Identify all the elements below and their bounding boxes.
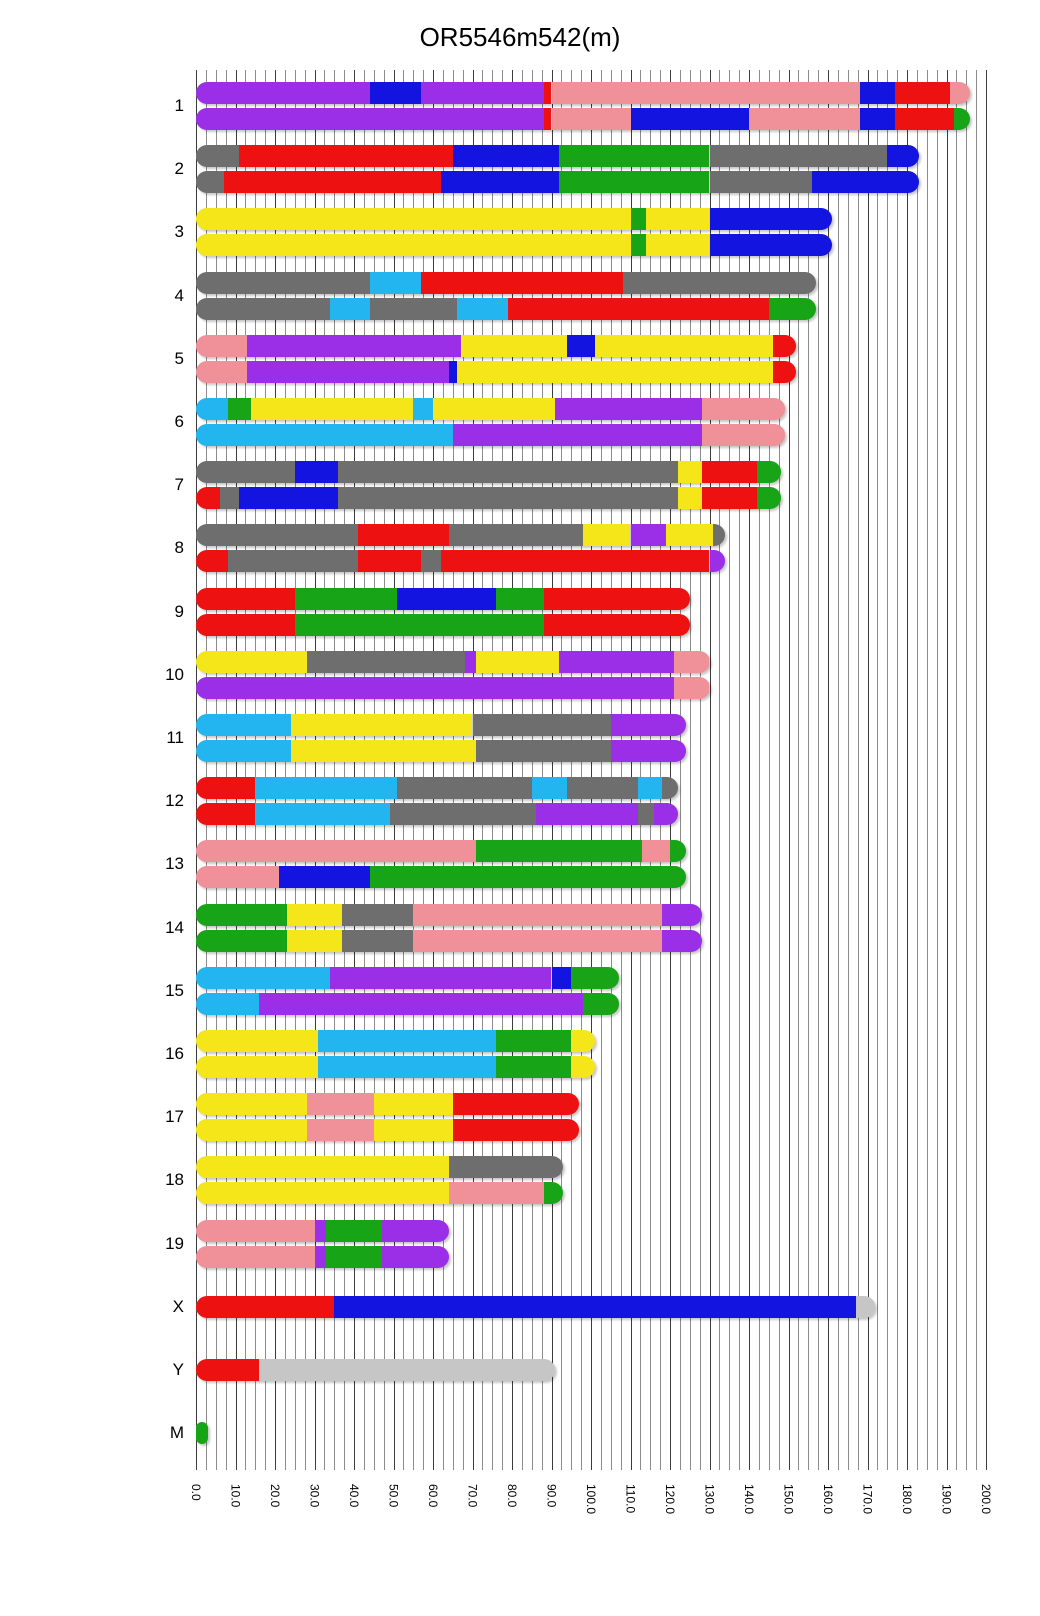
haplotype-segment xyxy=(453,145,560,167)
chromosome-label: 10 xyxy=(165,664,184,684)
haplotype-segment xyxy=(196,487,220,509)
axis-tick-label: 10.0 xyxy=(228,1484,243,1508)
chromosome-bar xyxy=(196,1119,579,1141)
chromosome-bar xyxy=(196,677,710,699)
haplotype-segment xyxy=(559,651,674,673)
haplotype-segment xyxy=(453,1093,579,1115)
axis-tick-label: 90.0 xyxy=(544,1484,559,1508)
haplotype-segment xyxy=(228,398,252,420)
haplotype-segment xyxy=(773,361,797,383)
haplotype-segment xyxy=(196,1422,208,1444)
haplotype-segment xyxy=(646,208,709,230)
haplotype-segment xyxy=(196,803,255,825)
axis-tick-label: 80.0 xyxy=(505,1484,519,1508)
haplotype-segment xyxy=(860,108,896,130)
chromosome-bar xyxy=(196,840,686,862)
haplotype-segment xyxy=(247,361,448,383)
haplotype-segment xyxy=(453,1119,579,1141)
chromosome-row xyxy=(196,524,986,587)
chromosome-row xyxy=(196,1346,986,1409)
haplotype-segment xyxy=(457,361,773,383)
haplotype-segment xyxy=(196,1030,318,1052)
haplotype-segment xyxy=(702,461,757,483)
chromosome-row xyxy=(196,335,986,398)
chromosome-row xyxy=(196,398,986,461)
haplotype-segment xyxy=(224,171,441,193)
haplotype-segment xyxy=(370,272,421,294)
haplotype-segment xyxy=(583,524,630,546)
haplotype-segment xyxy=(702,424,785,446)
haplotype-segment xyxy=(465,651,477,673)
chromosome-row xyxy=(196,1220,986,1283)
haplotype-segment xyxy=(710,234,832,256)
haplotype-segment xyxy=(397,777,531,799)
chromosome-label: 13 xyxy=(165,854,184,874)
axis-tick-label: 20.0 xyxy=(268,1484,282,1508)
haplotype-segment xyxy=(559,145,709,167)
haplotype-segment xyxy=(291,714,473,736)
haplotype-segment xyxy=(631,208,647,230)
chromosome-row xyxy=(196,588,986,651)
haplotype-segment xyxy=(631,108,750,130)
haplotype-segment xyxy=(374,1119,453,1141)
haplotype-segment xyxy=(449,524,583,546)
axis-tick-label: 200.0 xyxy=(979,1484,993,1515)
chromosome-bar xyxy=(196,208,832,230)
chromosome-row xyxy=(196,714,986,777)
haplotype-segment xyxy=(678,487,702,509)
chromosome-bar xyxy=(196,904,702,926)
haplotype-segment xyxy=(713,524,725,546)
haplotype-segment xyxy=(318,1056,496,1078)
haplotype-segment xyxy=(196,588,295,610)
haplotype-segment xyxy=(196,866,279,888)
haplotype-segment xyxy=(544,588,690,610)
haplotype-segment xyxy=(318,1030,496,1052)
haplotype-segment xyxy=(196,1119,307,1141)
chromosome-bar xyxy=(196,398,785,420)
haplotype-segment xyxy=(496,588,543,610)
haplotype-segment xyxy=(674,651,710,673)
chromosome-bar xyxy=(196,1056,595,1078)
axis-tick-label: 110.0 xyxy=(623,1484,638,1514)
haplotype-segment xyxy=(196,1296,334,1318)
haplotype-segment xyxy=(287,930,342,952)
chromosome-label: X xyxy=(172,1296,184,1316)
haplotype-segment xyxy=(449,1182,544,1204)
haplotype-segment xyxy=(631,234,647,256)
haplotype-segment xyxy=(441,550,710,572)
haplotype-segment xyxy=(856,1296,876,1318)
haplotype-segment xyxy=(895,108,954,130)
chromosome-row xyxy=(196,1283,986,1346)
chromosome-bar xyxy=(196,335,796,357)
chromosome-row xyxy=(196,1093,986,1156)
haplotype-segment xyxy=(623,272,817,294)
haplotype-segment xyxy=(196,145,239,167)
chromosome-bar xyxy=(196,298,816,320)
chromosome-label: 17 xyxy=(165,1107,184,1127)
x-axis xyxy=(189,1484,993,1524)
haplotype-segment xyxy=(544,82,552,104)
chromosome-bar xyxy=(196,145,919,167)
chromosome-label: 4 xyxy=(174,285,184,305)
haplotype-segment xyxy=(757,487,781,509)
chromosome-bar xyxy=(196,1030,595,1052)
chromosome-row xyxy=(196,208,986,271)
haplotype-segment xyxy=(196,651,307,673)
haplotype-segment xyxy=(496,1030,571,1052)
chromosome-bar xyxy=(196,524,725,546)
axis-tick-label: 160.0 xyxy=(821,1484,835,1515)
chromosome-bar xyxy=(196,866,686,888)
haplotype-segment xyxy=(196,1246,315,1268)
chromosome-bar xyxy=(196,714,686,736)
haplotype-segment xyxy=(358,524,449,546)
haplotype-segment xyxy=(390,803,536,825)
haplotype-segment xyxy=(559,171,709,193)
axis-tick-label: 120.0 xyxy=(663,1484,677,1515)
haplotype-segment xyxy=(196,550,228,572)
chromosome-row xyxy=(196,1156,986,1219)
chromosome-label: Y xyxy=(172,1360,184,1379)
haplotype-segment xyxy=(812,171,919,193)
haplotype-segment xyxy=(326,1246,381,1268)
chromosome-label: 7 xyxy=(174,475,184,495)
haplotype-segment xyxy=(508,298,769,320)
haplotype-segment xyxy=(611,714,686,736)
chromosome-bar xyxy=(196,740,686,762)
chromosome-bar xyxy=(196,614,690,636)
chromosome-bar xyxy=(196,361,796,383)
chromosome-label: M xyxy=(169,1423,184,1443)
chromosome-row xyxy=(196,777,986,840)
chromosome-row xyxy=(196,1030,986,1093)
haplotype-segment xyxy=(196,714,291,736)
haplotype-segment xyxy=(326,1220,381,1242)
haplotype-segment xyxy=(196,614,295,636)
haplotype-segment xyxy=(595,335,773,357)
chromosome-bar xyxy=(196,930,702,952)
haplotype-segment xyxy=(196,993,259,1015)
haplotype-segment xyxy=(196,82,370,104)
axis-tick-label: 50.0 xyxy=(386,1484,401,1508)
chromosome-bar xyxy=(196,550,725,572)
haplotype-segment xyxy=(567,777,638,799)
haplotype-segment xyxy=(532,777,568,799)
haplotype-segment xyxy=(220,487,240,509)
haplotype-segment xyxy=(421,550,441,572)
chromosome-bar xyxy=(196,1182,563,1204)
haplotype-segment xyxy=(449,361,457,383)
haplotype-segment xyxy=(674,677,710,699)
haplotype-segment xyxy=(295,588,398,610)
haplotype-segment xyxy=(255,803,389,825)
chromosome-label: 3 xyxy=(174,222,184,242)
haplotype-segment xyxy=(382,1220,449,1242)
axis-tick-label: 140.0 xyxy=(742,1484,756,1515)
haplotype-segment xyxy=(895,82,950,104)
haplotype-segment xyxy=(544,614,690,636)
haplotype-segment xyxy=(196,361,247,383)
chromosome-label: 15 xyxy=(165,980,184,1000)
haplotype-segment xyxy=(358,550,421,572)
haplotype-segment xyxy=(239,145,452,167)
chromosome-bar xyxy=(196,1220,449,1242)
haplotype-segment xyxy=(461,335,568,357)
haplotype-segment xyxy=(370,866,686,888)
haplotype-segment xyxy=(307,1119,374,1141)
haplotype-segment xyxy=(457,298,508,320)
axis-tick-label: 60.0 xyxy=(426,1484,440,1508)
haplotype-segment xyxy=(251,398,413,420)
haplotype-segment xyxy=(413,930,662,952)
chromosome-bar xyxy=(196,108,970,130)
chromosome-label: 5 xyxy=(174,348,184,368)
chromosome-bar xyxy=(196,82,970,104)
haplotype-segment xyxy=(196,108,544,130)
chromosome-label: 11 xyxy=(166,728,184,747)
haplotype-segment xyxy=(342,904,413,926)
chromosome-row xyxy=(196,651,986,714)
chromosome-bar xyxy=(196,234,832,256)
haplotype-segment xyxy=(413,398,433,420)
haplotype-segment xyxy=(259,993,583,1015)
chromosome-bar xyxy=(196,272,816,294)
haplotype-segment xyxy=(370,298,457,320)
haplotype-segment xyxy=(544,1182,564,1204)
haplotype-segment xyxy=(196,904,287,926)
haplotype-segment xyxy=(413,904,662,926)
chromosome-row xyxy=(196,145,986,208)
chromosome-label: 8 xyxy=(174,538,184,558)
chromosome-bar xyxy=(196,993,619,1015)
chromosome-bar xyxy=(196,1359,555,1381)
haplotype-segment xyxy=(291,740,477,762)
haplotype-segment xyxy=(370,82,421,104)
haplotype-segment xyxy=(330,298,370,320)
haplotype-segment xyxy=(710,171,813,193)
haplotype-segment xyxy=(552,967,572,989)
chromosome-label: 6 xyxy=(174,412,184,431)
haplotype-segment xyxy=(552,108,631,130)
chromosome-bar xyxy=(196,803,678,825)
haplotype-segment xyxy=(196,171,224,193)
haplotype-segment xyxy=(449,1156,564,1178)
haplotype-segment xyxy=(433,398,555,420)
haplotype-segment xyxy=(642,840,670,862)
haplotype-segment xyxy=(757,461,781,483)
haplotype-segment xyxy=(338,487,678,509)
haplotype-segment xyxy=(654,803,678,825)
haplotype-segment xyxy=(678,461,702,483)
haplotype-segment xyxy=(196,398,228,420)
chromosome-label: 12 xyxy=(165,791,184,811)
haplotype-segment xyxy=(421,82,543,104)
chromosome-label: 16 xyxy=(165,1044,184,1063)
haplotype-segment xyxy=(860,82,896,104)
haplotype-segment xyxy=(421,272,622,294)
axis-tick-label: 0.0 xyxy=(189,1484,203,1501)
axis-tick-label: 70.0 xyxy=(465,1484,480,1508)
haplotype-segment xyxy=(638,777,662,799)
haplotype-segment xyxy=(315,1246,327,1268)
haplotype-segment xyxy=(374,1093,453,1115)
axis-tick-label: 130.0 xyxy=(702,1484,717,1515)
haplotype-segment xyxy=(453,424,702,446)
chromosome-label: 1 xyxy=(174,96,184,115)
haplotype-segment xyxy=(196,1220,315,1242)
page-title: OR5546m542(m) xyxy=(419,22,621,52)
chromosome-bar xyxy=(196,171,919,193)
haplotype-segment xyxy=(196,930,287,952)
chromosome-row xyxy=(196,82,986,145)
haplotype-segment xyxy=(259,1359,555,1381)
haplotype-segment xyxy=(196,524,358,546)
axis-tick-label: 190.0 xyxy=(939,1484,954,1515)
haplotype-segment xyxy=(196,335,247,357)
haplotype-segment xyxy=(295,614,544,636)
chromosome-label: 2 xyxy=(174,159,184,179)
haplotype-segment xyxy=(631,524,667,546)
haplotype-segment xyxy=(307,1093,374,1115)
haplotype-segment xyxy=(196,777,255,799)
haplotype-segment xyxy=(666,524,713,546)
chromosome-bar xyxy=(196,461,781,483)
haplotype-segment xyxy=(662,930,702,952)
haplotype-segment xyxy=(710,208,832,230)
haplotype-segment xyxy=(710,550,726,572)
haplotype-segment xyxy=(315,1220,327,1242)
haplotype-segment xyxy=(662,904,702,926)
chromosome-bar xyxy=(196,487,781,509)
haplotype-segment xyxy=(544,108,552,130)
haplotype-segment xyxy=(255,777,397,799)
haplotype-segment xyxy=(571,1030,595,1052)
chromosome-label: 9 xyxy=(174,601,184,621)
axis-tick-label: 30.0 xyxy=(307,1484,322,1508)
haplotype-segment xyxy=(196,840,476,862)
chromosome-bar xyxy=(196,1296,875,1318)
axis-tick-label: 100.0 xyxy=(584,1484,598,1515)
haplotype-segment xyxy=(196,1056,318,1078)
chromosome-plot xyxy=(165,70,986,1470)
haplotype-segment xyxy=(196,1093,307,1115)
haplotype-segment xyxy=(196,298,330,320)
chromosome-row xyxy=(196,272,986,335)
haplotype-segment xyxy=(749,108,860,130)
chromosome-bar xyxy=(196,967,619,989)
haplotype-segment xyxy=(552,82,860,104)
haplotype-segment xyxy=(476,651,559,673)
haplotype-segment xyxy=(476,840,642,862)
haplotype-segment xyxy=(196,272,370,294)
haplotype-segment xyxy=(279,866,370,888)
haplotype-segment xyxy=(196,967,330,989)
haplotype-segment xyxy=(247,335,460,357)
haplotype-segment xyxy=(773,335,797,357)
chromosome-label: 14 xyxy=(165,917,184,937)
haplotype-segment xyxy=(196,234,631,256)
chromosome-bar xyxy=(196,588,690,610)
chromosome-bar xyxy=(196,777,678,799)
haplotype-segment xyxy=(295,461,338,483)
haplotype-segment xyxy=(769,298,816,320)
chromosome-row xyxy=(196,1409,986,1472)
haplotype-segment xyxy=(536,803,639,825)
haplotype-segment xyxy=(476,740,610,762)
haplotype-segment xyxy=(555,398,701,420)
haplotype-segment xyxy=(228,550,358,572)
haplotype-segment xyxy=(382,1246,449,1268)
haplotype-segment xyxy=(702,398,785,420)
chromosome-bar xyxy=(196,1093,579,1115)
axis-tick-label: 180.0 xyxy=(900,1484,914,1515)
haplotype-segment xyxy=(338,461,678,483)
chromosome-bar xyxy=(196,1246,449,1268)
haplotype-segment xyxy=(473,714,611,736)
haplotype-segment xyxy=(611,740,686,762)
chromosome-bar xyxy=(196,651,710,673)
haplotype-segment xyxy=(196,1359,259,1381)
chromosome-row xyxy=(196,967,986,1030)
haplotype-segment xyxy=(307,651,465,673)
gridline xyxy=(986,70,987,1470)
chromosome-bar xyxy=(196,1422,208,1444)
haplotype-segment xyxy=(239,487,338,509)
chromosome-label: 18 xyxy=(165,1170,184,1190)
haplotype-segment xyxy=(662,777,678,799)
haplotype-segment xyxy=(710,145,888,167)
haplotype-segment xyxy=(950,82,970,104)
haplotype-segment xyxy=(638,803,654,825)
haplotype-segment xyxy=(196,677,674,699)
haplotype-segment xyxy=(287,904,342,926)
haplotype-segment xyxy=(330,967,551,989)
haplotype-segment xyxy=(571,967,618,989)
haplotype-segment xyxy=(887,145,919,167)
chromosome-bar xyxy=(196,424,785,446)
chromosome-label: 19 xyxy=(165,1233,184,1253)
haplotype-segment xyxy=(196,740,291,762)
haplotype-segment xyxy=(441,171,560,193)
haplotype-segment xyxy=(496,1056,571,1078)
axis-tick-label: 40.0 xyxy=(347,1484,361,1508)
haplotype-segment xyxy=(342,930,413,952)
haplotype-segment xyxy=(571,1056,595,1078)
haplotype-segment xyxy=(196,208,631,230)
haplotype-segment xyxy=(954,108,970,130)
haplotype-segment xyxy=(583,993,619,1015)
chromosome-row xyxy=(196,904,986,967)
haplotype-segment xyxy=(196,424,453,446)
haplotype-segment xyxy=(196,461,295,483)
haplotype-segment xyxy=(646,234,709,256)
haplotype-segment xyxy=(567,335,595,357)
haplotype-segment xyxy=(334,1296,855,1318)
haplotype-segment xyxy=(397,588,496,610)
axis-tick-label: 150.0 xyxy=(781,1484,796,1515)
haplotype-segment xyxy=(196,1182,449,1204)
haplotype-segment xyxy=(196,1156,449,1178)
haplotype-segment xyxy=(670,840,686,862)
chromosome-bar xyxy=(196,1156,563,1178)
chromosome-row xyxy=(196,840,986,903)
axis-tick-label: 170.0 xyxy=(860,1484,875,1515)
haplotype-segment xyxy=(702,487,757,509)
chromosome-row xyxy=(196,461,986,524)
